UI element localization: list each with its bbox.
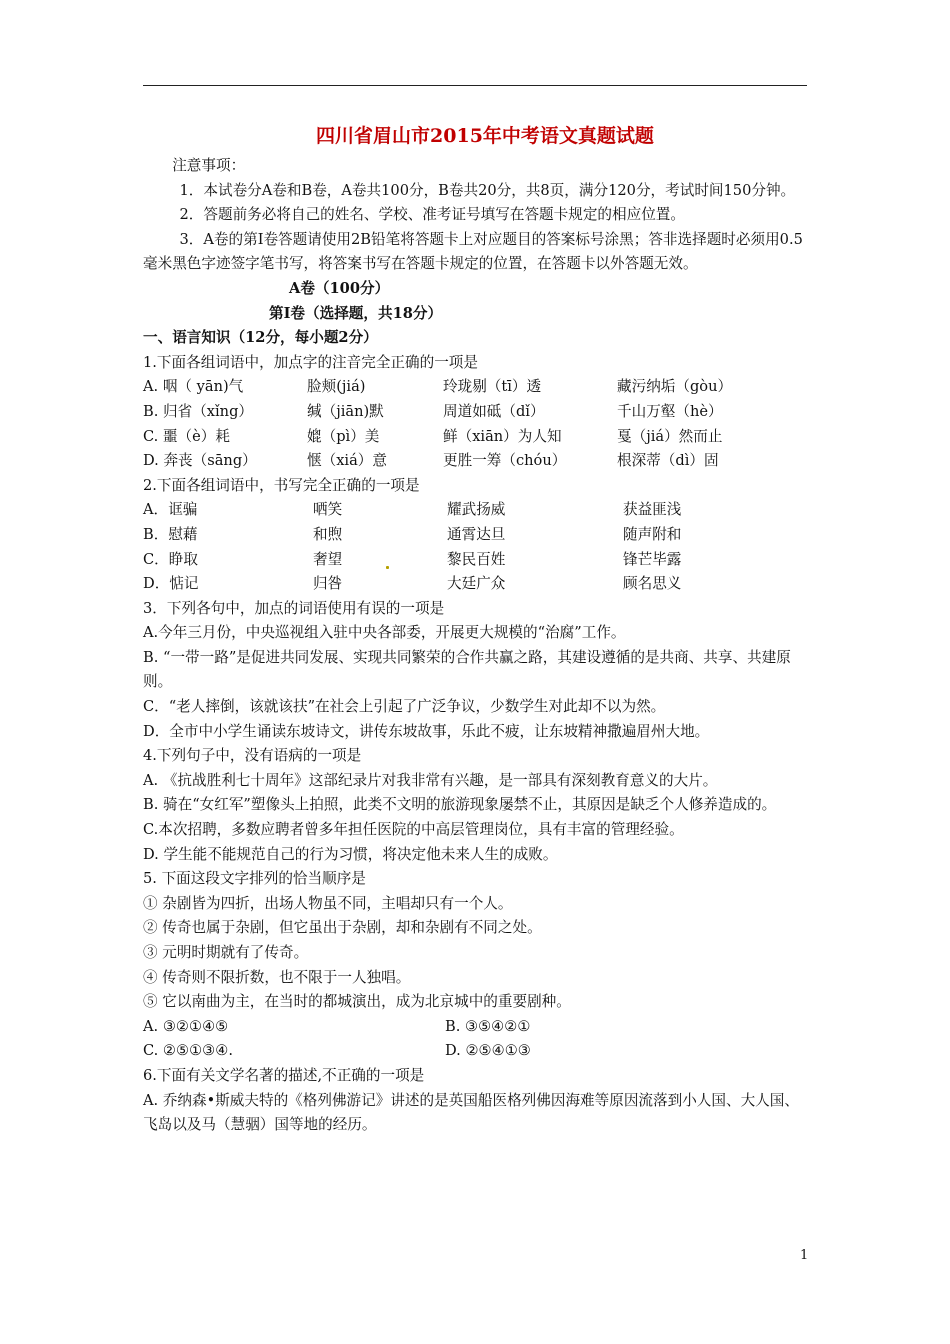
q6-option-a: A. 乔纳森•斯威夫特的《格列佛游记》讲述的是英国船医格列佛因海难等原因流落到小人国、大人国、飞岛以及马（慧骃）国等地的经历。 xyxy=(143,1091,799,1134)
stray-mark xyxy=(386,566,389,569)
q2-a-3: 耀武扬威 xyxy=(447,501,506,519)
q5-option-c: C. ②⑤①③④. xyxy=(143,1042,233,1060)
q1-option-b xyxy=(143,400,807,425)
q1-b-3: 周道如砥（dǐ） xyxy=(443,402,545,420)
q2-c-3: 黎民百姓 xyxy=(447,550,506,568)
q5-stem: 5. 下面这段文字排列的恰当顺序是 xyxy=(143,870,366,888)
q2-d-3: 大廷广众 xyxy=(447,575,506,593)
q1-d-4: 根深蒂（dì）固 xyxy=(617,452,719,470)
q2-d-1: D．惦记 xyxy=(143,575,199,593)
q1-a-2: 脸颊(jiá) xyxy=(307,378,366,396)
q3-option-c: C．“老人摔倒，该就该扶”在社会上引起了广泛争议，少数学生对此却不以为然。 xyxy=(143,698,666,716)
q5-sentence-1: ① 杂剧皆为四折，出场人物虽不同，主唱却只有一个人。 xyxy=(143,894,513,912)
q2-d-4: 顾名思义 xyxy=(623,575,682,593)
q4-option-b: B. 骑在“女红军”塑像头上拍照，此类不文明的旅游现象屡禁不止，其原因是缺乏个人修养造成的。 xyxy=(143,796,777,814)
q4-stem: 4.下列句子中，没有语病的一项是 xyxy=(143,747,362,765)
q1-b-4: 千山万壑（hè） xyxy=(617,402,723,420)
notice-item-2: 2．答题前务必将自己的姓名、学校、准考证号填写在答题卡规定的相应位置。 xyxy=(179,206,685,224)
q2-c-2: 奢望 xyxy=(313,550,343,568)
header-rule xyxy=(143,85,807,86)
q2-c-4: 锋芒毕露 xyxy=(623,550,682,568)
q1-c-3: 鲜（xiān）为人知 xyxy=(443,427,562,445)
q3-stem: 3．下列各句中，加点的词语使用有误的一项是 xyxy=(143,599,445,617)
q5-sentence-4: ④ 传奇则不限折数，也不限于一人独唱。 xyxy=(143,968,411,986)
q1-stem: 1.下面各组词语中，加点字的注音完全正确的一项是 xyxy=(143,353,478,371)
q1-option-c xyxy=(143,425,807,450)
q5-sentence-2: ② 传奇也属于杂剧，但它虽出于杂剧，却和杂剧有不同之处。 xyxy=(143,919,542,937)
q1-option-a xyxy=(143,375,807,400)
q1-d-1: D. 奔丧（sāng） xyxy=(143,452,257,470)
notice-item-1: 1．本试卷分A卷和B卷，A卷共100分，B卷共20分，共8页，满分120分，考试时间150分钟。 xyxy=(179,181,796,199)
q2-b-2: 和煦 xyxy=(313,525,343,543)
q2-b-1: B．慰藉 xyxy=(143,525,198,543)
q1-a-4: 藏污纳垢（gòu） xyxy=(617,378,733,396)
q2-b-3: 通霄达旦 xyxy=(447,525,506,543)
q2-option-b xyxy=(143,523,807,548)
q2-option-d xyxy=(143,572,807,597)
q1-c-2: 媲（pì）美 xyxy=(307,427,380,445)
q2-stem: 2.下面各组词语中，书写完全正确的一项是 xyxy=(143,476,420,494)
q2-c-1: C．睁取 xyxy=(143,550,198,568)
document-body xyxy=(143,118,807,1138)
document-title: 四川省眉山市2015年中考语文真题试题 xyxy=(316,125,654,147)
q1-option-d xyxy=(143,449,807,474)
q1-b-1: B. 归省（xǐng） xyxy=(143,402,254,420)
q3-option-a: A.今年三月份，中央巡视组入驻中央各部委，开展更大规模的“治腐”工作。 xyxy=(143,624,626,642)
q1-b-2: 缄（jiān)默 xyxy=(307,402,384,420)
q2-b-4: 随声附和 xyxy=(623,525,682,543)
q1-c-4: 戛（jiá）然而止 xyxy=(617,427,723,445)
part-one-heading: 第Ⅰ卷（选择题，共18分） xyxy=(269,304,443,322)
q1-a-3: 玲珑剔（tī）透 xyxy=(443,378,542,396)
q2-option-c xyxy=(143,548,807,573)
q4-option-c: C.本次招聘，多数应聘者曾多年担任医院的中高层管理岗位，具有丰富的管理经验。 xyxy=(143,821,684,839)
q1-c-1: C. 噩（è）耗 xyxy=(143,427,230,445)
q2-option-a xyxy=(143,498,807,523)
q3-option-b: B. “一带一路”是促进共同发展、实现共同繁荣的合作共赢之路，其建设遵循的是共商、共享、共建原则。 xyxy=(143,648,791,691)
q1-a-1: A. 咽（ yān)气 xyxy=(143,378,244,396)
q2-a-1: A．诓骗 xyxy=(143,501,198,519)
q5-options-cd xyxy=(143,1039,807,1064)
q2-a-4: 获益匪浅 xyxy=(623,501,682,519)
section-one-heading: 一、语言知识（12分，每小题2分） xyxy=(143,329,378,347)
q3-option-d: D．全市中小学生诵读东坡诗文，讲传东坡故事，乐此不疲，让东坡精神撒遍眉州大地。 xyxy=(143,722,710,740)
q1-d-3: 更胜一筹（chóu） xyxy=(443,452,567,470)
notice-item-3: 3．A卷的第Ⅰ卷答题请使用2B铅笔将答题卡上对应题目的答案标号涂黑；答非选择题时必须用0.5毫米黑色字迹签字笔书写，将答案书写在答题卡规定的位置，在答题卡以外答题无效。 xyxy=(143,230,803,273)
q4-option-d: D. 学生能不能规范自己的行为习惯，将决定他未来人生的成败。 xyxy=(143,845,558,863)
q2-a-2: 哂笑 xyxy=(313,501,343,519)
page-number: 1 xyxy=(800,1248,809,1263)
notice-heading: 注意事项： xyxy=(172,157,246,174)
q5-option-a: A. ③②①④⑤ xyxy=(143,1017,229,1035)
q1-d-2: 惬（xiá）意 xyxy=(307,452,387,470)
q5-option-b: B. ③⑤④②① xyxy=(445,1017,531,1035)
q5-sentence-5: ⑤ 它以南曲为主，在当时的都城演出，成为北京城中的重要剧种。 xyxy=(143,993,571,1011)
q2-d-2: 归咎 xyxy=(313,575,343,593)
q5-options-ab xyxy=(143,1015,807,1040)
q5-option-d: D. ②⑤④①③ xyxy=(445,1042,531,1060)
q5-sentence-3: ③ 元明时期就有了传奇。 xyxy=(143,944,309,961)
volume-a-heading: A卷（100分） xyxy=(289,279,390,297)
q4-option-a: A. 《抗战胜利七十周年》这部纪录片对我非常有兴趣，是一部具有深刻教育意义的大片。 xyxy=(143,771,718,789)
q6-stem: 6.下面有关文学名著的描述,不正确的一项是 xyxy=(143,1066,425,1084)
